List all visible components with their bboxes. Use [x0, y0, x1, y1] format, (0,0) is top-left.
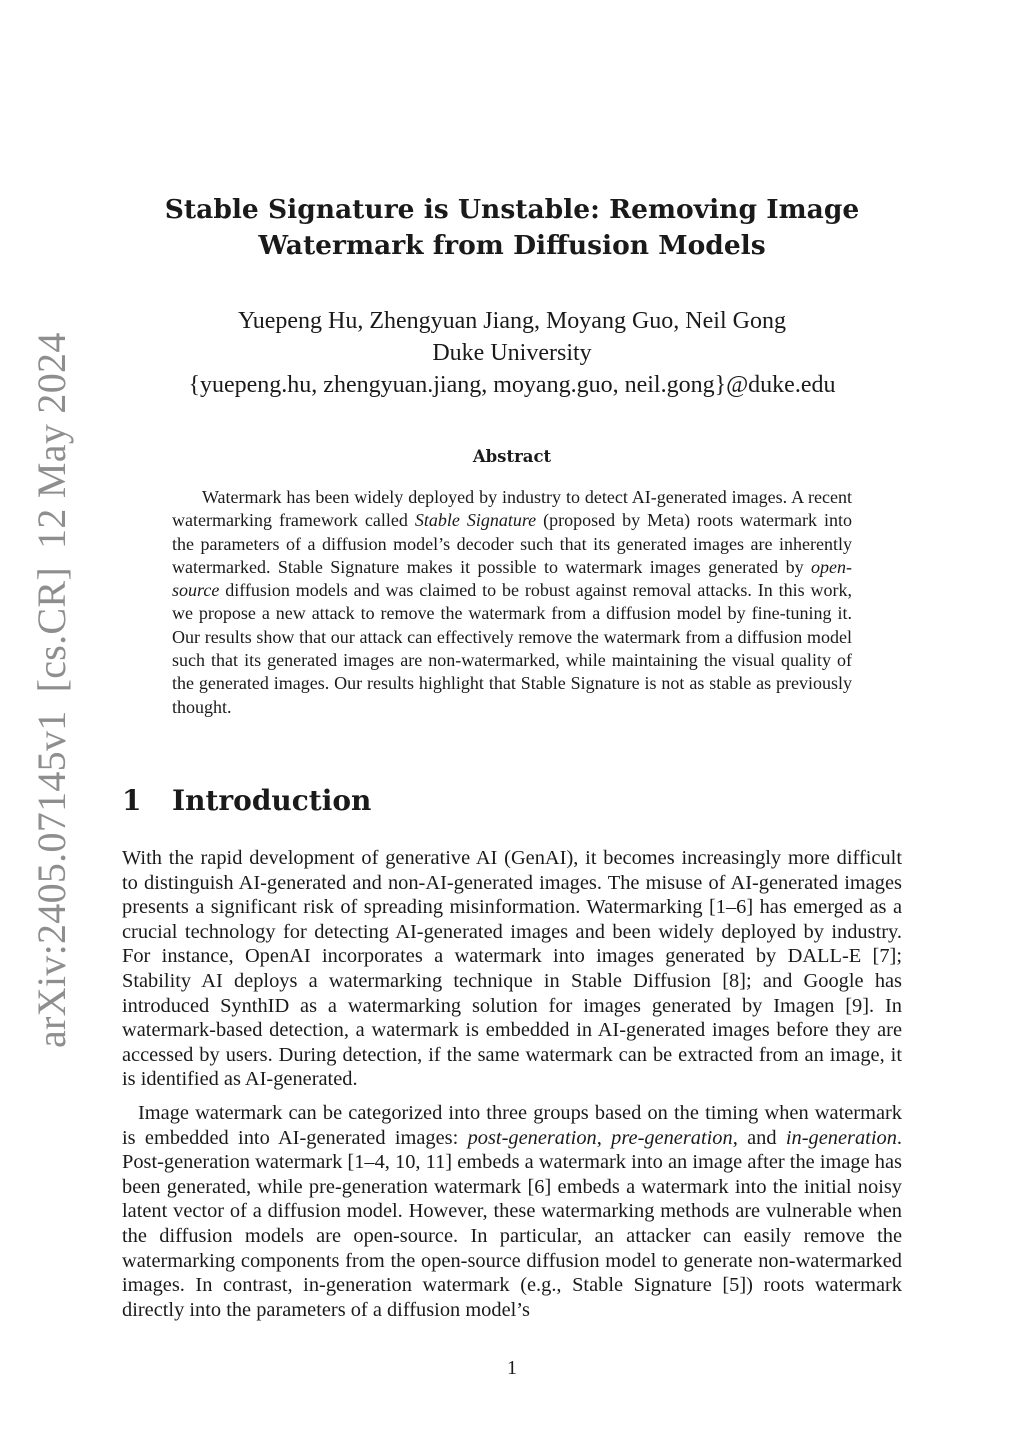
page-number: 1: [507, 1357, 517, 1379]
author-emails: {yuepeng.hu, zhengyuan.jiang, moyang.guo, neil.gong}@duke.edu: [188, 372, 836, 398]
paragraph-emphasis: post-generation: [467, 1126, 597, 1149]
abstract-text-part: Watermark has been widely deployed by industry to detect AI-generated images. A recent watermarking framework called: [172, 487, 852, 531]
arxiv-stamp: [28, 314, 75, 1048]
paragraph-text-part: ,: [596, 1126, 612, 1149]
paragraph-text-part: . Post-generation watermark [1–4, 10, 11] embeds a watermark into an image after the image has been generated, while pre-generation watermark [6] embeds a watermark into the initial noisy latent vector of a diffusion model. However, these watermarking methods are vulnerable when the diffusion models are open-source. In particular, an attacker can easily remove the watermarking components from the open-source diffusion model to generate non-watermarked images. In contrast, in-generation watermark (e.g., Stable Signature [5]) roots watermark directly into the parameters of a diffusion model’s: [122, 1126, 902, 1321]
intro-paragraph-2: [122, 1101, 902, 1322]
arxiv-category: [cs.CR]: [29, 566, 74, 693]
title-line-1: Stable Signature is Unstable: Removing Image: [164, 194, 860, 225]
author-affiliation: Duke University: [432, 340, 592, 366]
paragraph-emphasis: pre-generation: [611, 1126, 733, 1149]
author-block: [122, 305, 902, 401]
section-heading: [122, 784, 371, 817]
abstract-text-part: (proposed by Meta) roots watermark into the parameters of a diffusion model’s decoder such that its generated images are inherently watermarked. Stable Signature makes it possible to watermark images generated by: [172, 510, 853, 577]
paragraph-text-part: Image watermark can be categorized into three groups based on the timing when watermark is embedded into AI-generated images:: [122, 1102, 902, 1149]
section-title: Introduction: [172, 784, 372, 817]
section-number: 1: [122, 784, 142, 817]
intro-paragraph-1: With the rapid development of generative AI (GenAI), it becomes increasingly more difficult to distinguish AI-generated and non-AI-generated images. The misuse of AI-generated images presents a significant risk of spreading misinformation. Watermarking [1–6] has emerged as a crucial technology for detecting AI-generated images and been widely deployed by industry. For instance, OpenAI incorporates a watermark into images generated by DALL-E [7]; Stability AI deploys a watermarking technique in Stable Diffusion [8]; and Google has introduced SynthID as a watermarking solution for images generated by Imagen [9]. In watermark-based detection, a watermark is embedded in AI-generated images before they are accessed by users. During detection, if the same watermark can be extracted from an image, it is identified as AI-generated.: [122, 847, 902, 1091]
author-names: Yuepeng Hu, Zhengyuan Jiang, Moyang Guo, Neil Gong: [238, 308, 786, 334]
abstract-text: [172, 486, 852, 719]
arxiv-date: 12 May 2024: [29, 332, 74, 549]
abstract-text-part: diffusion models and was claimed to be robust against removal attacks. In this work, we propose a new attack to remove the watermark from a diffusion model by fine-tuning it. Our results show that our attack can effectively remove the watermark from a diffusion model such that its generated images are non-watermarked, while maintaining the visual quality of the generated images. Our results highlight that Stable Signature is not as stable as previously thought.: [172, 580, 852, 717]
paragraph-emphasis: in-generation: [785, 1126, 897, 1149]
abstract-emphasis: open-source: [172, 556, 852, 601]
abstract-emphasis: Stable Signature: [414, 510, 537, 531]
paper-title: [122, 192, 902, 264]
paragraph-text-part: , and: [732, 1126, 786, 1149]
arxiv-id: arXiv:2405.07145v1: [29, 710, 74, 1048]
title-line-2: Watermark from Diffusion Models: [258, 230, 766, 261]
abstract-heading: Abstract: [472, 447, 552, 466]
